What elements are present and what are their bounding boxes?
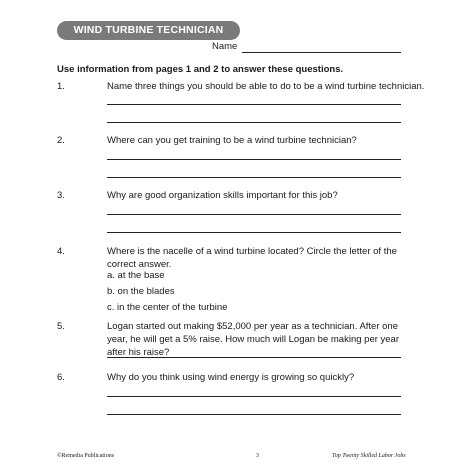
footer-page-number: 3 (256, 453, 259, 459)
footer-book-title: Top Twenty Skilled Labor Jobs (332, 453, 406, 459)
name-field-line[interactable] (242, 52, 401, 53)
question-text: Why are good organization skills important for this job? (107, 190, 338, 201)
worksheet-title: WIND TURBINE TECHNICIAN (57, 21, 240, 40)
question-number: 6. (57, 372, 65, 383)
answer-line[interactable] (107, 396, 401, 397)
answer-line[interactable] (107, 122, 401, 123)
answer-line[interactable] (107, 357, 401, 358)
question-number: 4. (57, 246, 65, 257)
answer-line[interactable] (107, 159, 401, 160)
answer-line[interactable] (107, 214, 401, 215)
answer-line[interactable] (107, 104, 401, 105)
instructions: Use information from pages 1 and 2 to answer these questions. (57, 64, 344, 75)
question-text: Where can you get training to be a wind turbine technician? (107, 135, 357, 146)
answer-line[interactable] (107, 177, 401, 178)
question-number: 3. (57, 190, 65, 201)
question-text: Logan started out making $52,000 per year as a technician. After one year, he will get a 5% raise. How much will Logan be making per year after his raise? (107, 321, 400, 358)
question-number: 1. (57, 81, 65, 92)
question-number: 2. (57, 135, 65, 146)
answer-line[interactable] (107, 232, 401, 233)
name-label: Name (212, 41, 238, 52)
footer-publisher: ©Remedia Publications (57, 453, 115, 459)
question-text: Name three things you should be able to do to be a wind turbine technician. (107, 81, 425, 92)
answer-option-a[interactable]: a. at the base (107, 270, 165, 281)
answer-option-b[interactable]: b. on the blades (107, 286, 175, 297)
answer-line[interactable] (107, 414, 401, 415)
answer-option-c[interactable]: c. in the center of the turbine (107, 302, 228, 313)
question-text: Where is the nacelle of a wind turbine located? Circle the letter of the correct answer. (107, 246, 397, 270)
question-number: 5. (57, 321, 65, 332)
question-text: Why do you think using wind energy is growing so quickly? (107, 372, 355, 383)
